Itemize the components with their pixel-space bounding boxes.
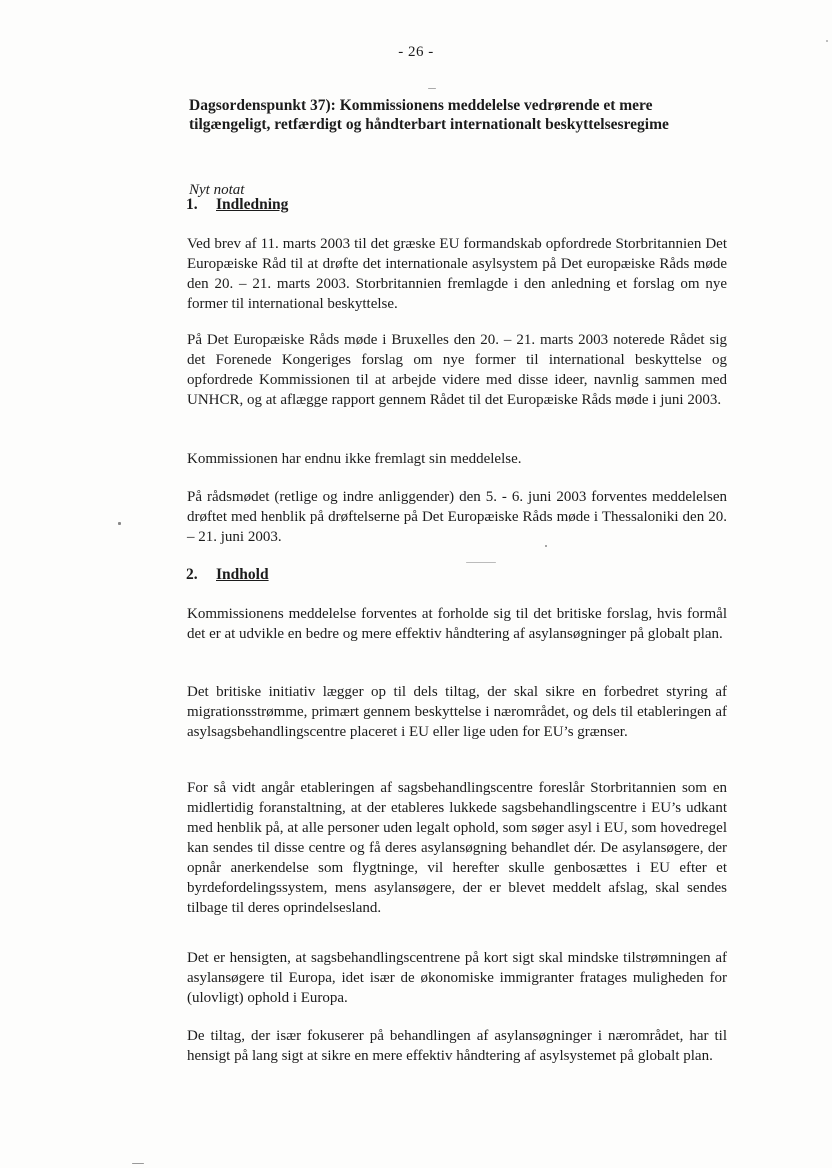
section-2-paragraph-1: Kommissionens meddelelse forventes at forholde sig til det britiske forslag, hvis formål det er at udvikle en bedre og mere effektiv håndtering af asylansøgninger på globalt plan. [187,606,727,642]
section-1-paragraph-2: På Det Europæiske Råds møde i Bruxelles den 20. – 21. marts 2003 noterede Rådet sig det Forenede Kongeriges forslag om nye former til international beskyttelse og opfordrede Kommissionen til at arbejde videre med disse ideer, navnlig sammen med UNHCR, og at aflægge rapport gennem Rådet til det Europæiske Råds møde i juni 2003. [187,332,727,408]
section-1-paragraph-4: På rådsmødet (retlige og indre anliggender) den 5. - 6. juni 2003 forventes meddelelsen drøftet med henblik på drøftelserne på Det Europæiske Råds møde i Thessaloniki den 20. – 21. juni 2003. [187,489,727,545]
section-2-paragraph-3: For så vidt angår etableringen af sagsbehandlingscentre foreslår Storbritannien som en midlertidig foranstaltning, at der etableres lukkede sagsbehandlingscentre i EU’s udkant med henblik på, at alle personer uden legalt ophold, som søger asyl i EU, som hovedregel kan sendes til disse centre og få deres asylansøgning behandlet dér. De asylansøgere, der opnår anerkendelse som flygtninge, vil herefter skulle genbosættes i EU efter et byrdefordelingssystem, mens asylansøgere, der er blevet meddelt afslag, skal sendes tilbage til deres oprindelsesland. [187,780,727,916]
section-2-paragraph-5: De tiltag, der især fokuserer på behandlingen af asylansøgninger i nærområdet, har til hensigt på lang sigt at sikre en mere effektiv håndtering af asylsystemet på globalt plan. [187,1028,727,1064]
section-2-paragraph-4: Det er hensigten, at sagsbehandlingscentrene på kort sigt skal mindske tilstrømningen af asylansøgere til Europa, idet især de økonomiske immigranter fratages muligheden for (ulovligt) ophold i Europa. [187,950,727,1006]
section-1-paragraph-1: Ved brev af 11. marts 2003 til det græske EU formandskab opfordrede Storbritannien Det Europæiske Råd til at drøfte det internationale asylsystem på Det europæiske Råds møde den 20. – 21. marts 2003. Storbritannien fremlagde i den anledning et forslag om nye former til international beskyttelse. [187,236,727,312]
section-1-heading: Indledning [216,196,289,213]
section-1-paragraph-3: Kommissionen har endnu ikke fremlagt sin meddelelse. [187,451,522,467]
page-number: - 26 - [398,44,434,60]
section-2-paragraph-2: Det britiske initiativ lægger op til dels tiltag, der skal sikre en forbedret styring af migrationsstrømme, primært gennem beskyttelse i nærområdet, og dels til etableringen af asylsagsbehandlingscentre placeret i EU eller lige uden for EU’s grænser. [187,684,727,740]
agenda-heading: Dagsordenspunkt 37): Kommissionens meddelelse vedrørende et mere tilgængeligt, retfærdigt og håndterbart internationalt beskyttelsesregime [189,97,669,133]
section-1-title [186,196,288,214]
scan-speck [132,1163,144,1164]
scan-speck [428,88,436,89]
note-label: Nyt notat [189,182,245,198]
section-1-number: 1. [186,196,198,213]
scan-speck [466,562,496,563]
section-2-number: 2. [186,566,198,583]
scan-speck [826,40,828,42]
scan-speck [118,522,121,525]
section-2-heading: Indhold [216,566,269,583]
section-2-title [186,566,269,584]
scan-speck [545,545,547,547]
